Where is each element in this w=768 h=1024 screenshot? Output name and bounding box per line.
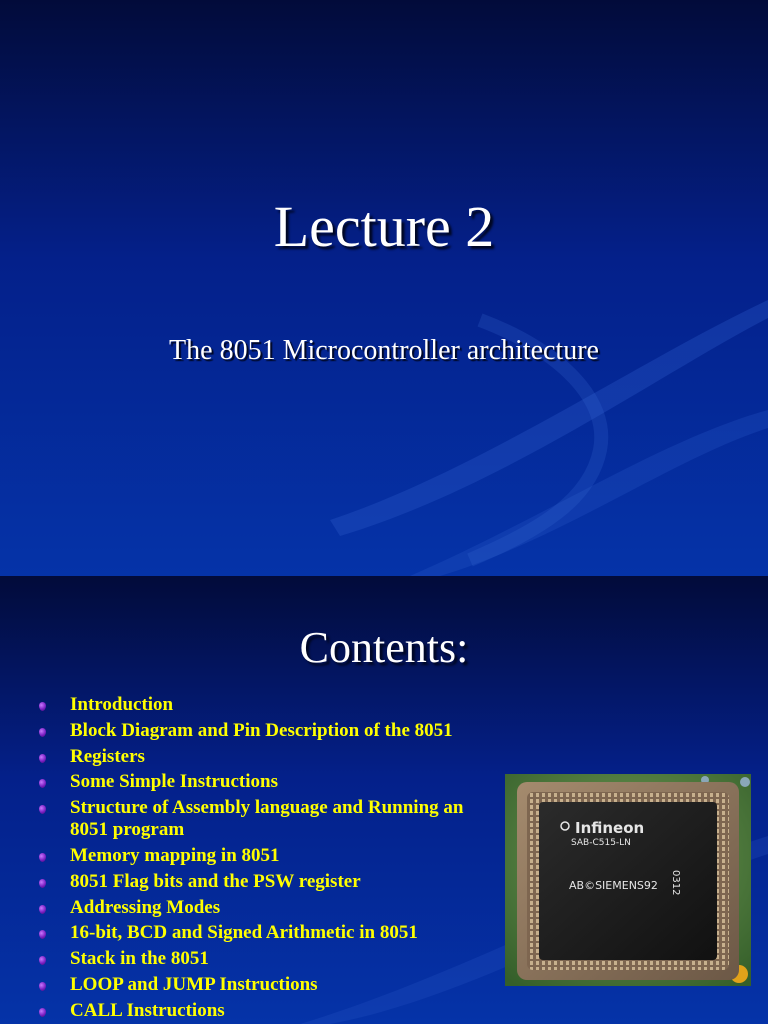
microcontroller-chip-photo: [505, 774, 751, 986]
bullet-icon: [39, 982, 46, 991]
chip-illustration: [505, 774, 751, 986]
chip-brand: Infineon: [575, 819, 645, 837]
lecture-subtitle: The 8051 Microcontroller architecture: [169, 335, 599, 366]
list-item: Addressing Modes: [36, 897, 506, 919]
bullet-icon: [39, 805, 46, 814]
bullet-icon: [39, 1008, 46, 1017]
list-item: LOOP and JUMP Instructions: [36, 974, 506, 996]
contents-title: Contents:: [299, 623, 469, 672]
list-item: Structure of Assembly language and Running an 8051 program: [36, 797, 506, 841]
chip-code: 0312: [670, 870, 681, 896]
chip-marking: AB©SIEMENS92: [569, 879, 658, 892]
lecture-title: Lecture 2: [273, 194, 495, 259]
list-item: Block Diagram and Pin Description of the 8051: [36, 720, 506, 742]
bullet-icon: [39, 702, 46, 711]
list-item: Stack in the 8051: [36, 948, 506, 970]
bullet-icon: [39, 879, 46, 888]
bullet-icon: [39, 956, 46, 965]
list-item: Introduction: [36, 694, 506, 716]
list-item: Some Simple Instructions: [36, 771, 506, 793]
bullet-icon: [39, 754, 46, 763]
bullet-icon: [39, 853, 46, 862]
contents-list: [36, 694, 506, 1024]
list-item: CALL Instructions: [36, 1000, 506, 1022]
chip-part: SAB-C515-LN: [571, 838, 631, 848]
bullet-icon: [39, 728, 46, 737]
bullet-icon: [39, 779, 46, 788]
contents-slide: [0, 576, 768, 1024]
list-item: 16-bit, BCD and Signed Arithmetic in 8051: [36, 922, 506, 944]
bullet-icon: [39, 905, 46, 914]
list-item: 8051 Flag bits and the PSW register: [36, 871, 506, 893]
list-item: Memory mapping in 8051: [36, 845, 506, 867]
bullet-icon: [39, 930, 46, 939]
list-item: Registers: [36, 746, 506, 768]
